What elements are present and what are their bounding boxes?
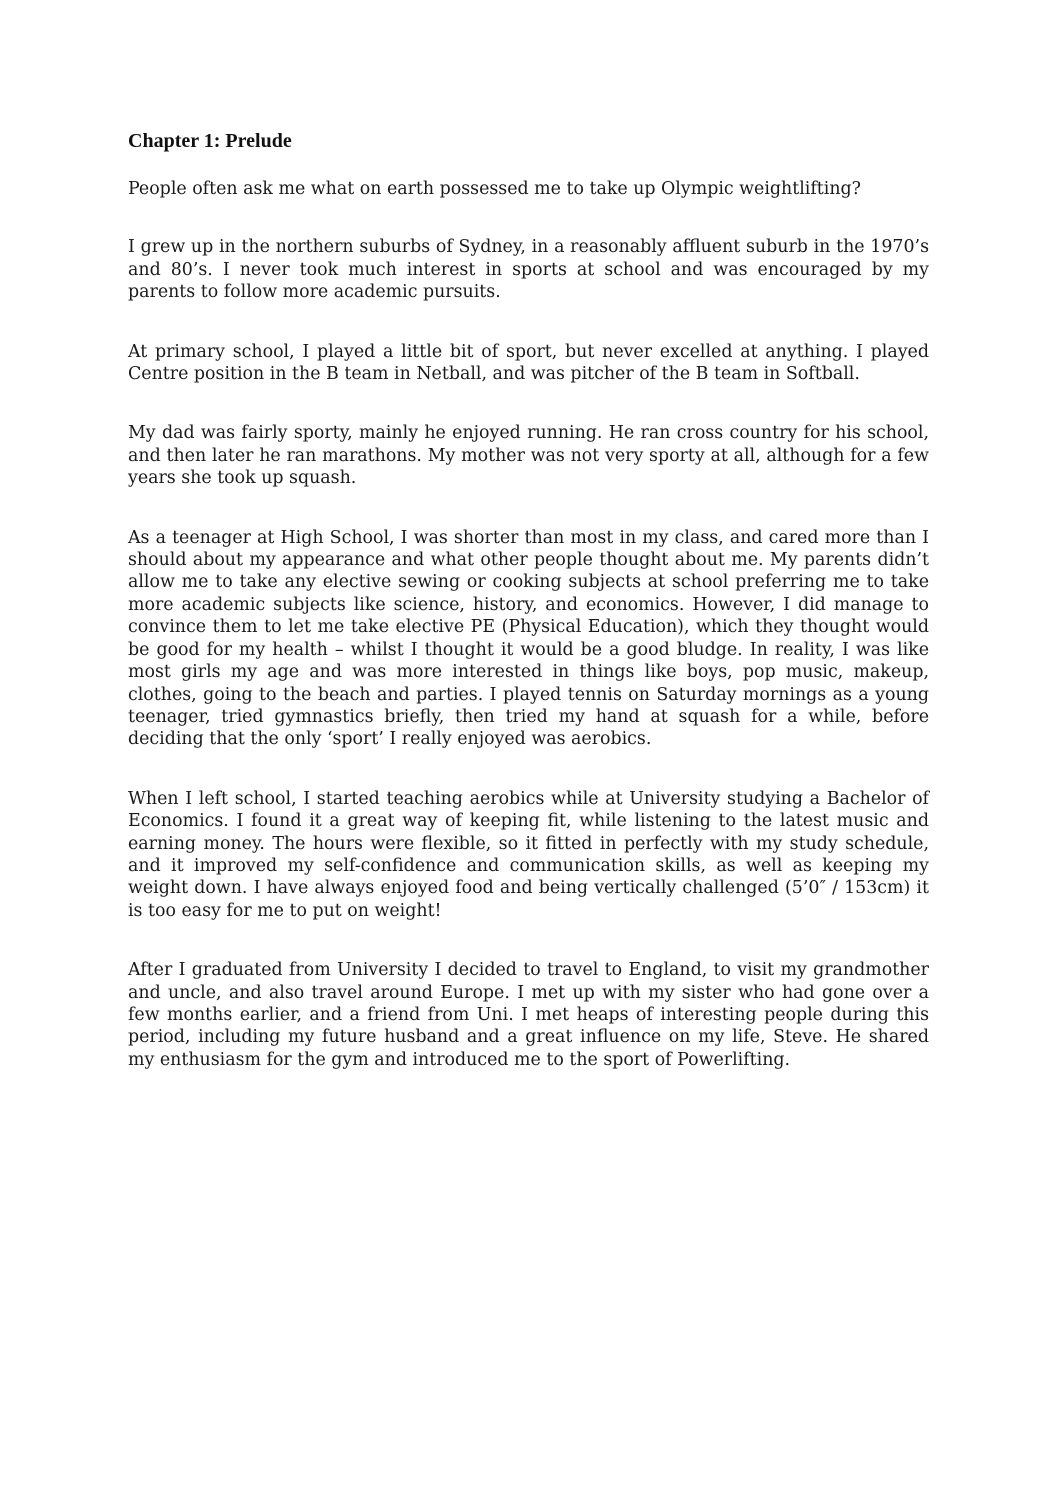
paragraph-intro: People often ask me what on earth possessed me to take up Olympic weightlifting? <box>128 179 861 199</box>
paragraph-university: When I left school, I started teaching aerobics while at University studying a Bachelor of Economics. I found it a great way of keeping fit, while listening to the latest music and earning money. The hours were flexible, so it fitted in perfectly with my study schedule, and it improved my self-confidence and communication skills, as well as keeping my weight down. I have always enjoyed food and being vertically challenged (5’0″ / 153cm) it is too easy for me to put on weight! <box>128 788 929 921</box>
document-body <box>128 128 929 1071</box>
paragraph-parents: My dad was fairly sporty, mainly he enjoyed running. He ran cross country for his school, and then later he ran marathons. My mother was not very sporty at all, although for a few years she took up squash. <box>128 423 929 489</box>
paragraph-primary-school: At primary school, I played a little bit of sport, but never excelled at anything. I played Centre position in the B team in Netball, and was pitcher of the B team in Softball. <box>128 341 929 385</box>
paragraph-travel: After I graduated from University I decided to travel to England, to visit my grandmother and uncle, and also travel around Europe. I met up with my sister who had gone over a few months earlier, and a friend from Uni. I met heaps of interesting people during this period, including my future husband and a great influence on my life, Steve. He shared my enthusiasm for the gym and introduced me to the sport of Powerlifting. <box>128 960 929 1070</box>
paragraph-high-school: As a teenager at High School, I was shorter than most in my class, and cared more than I should about my appearance and what other people thought about me. My parents didn’t allow me to take any elective sewing or cooking subjects at school preferring me to take more academic subjects like science, history, and economics. However, I did manage to convince them to let me take elective PE (Physical Education), which they thought would be good for my health – whilst I thought it would be a good bludge. In reality, I was like most girls my age and was more interested in things like boys, pop music, makeup, clothes, going to the beach and parties. I played tennis on Saturday mornings as a young teenager, tried gymnastics briefly, then tried my hand at squash for a while, before deciding that the only ‘sport’ I really enjoyed was aerobics. <box>128 527 929 750</box>
paragraph-childhood: I grew up in the northern suburbs of Sydney, in a reasonably affluent suburb in the 1970’s and 80’s. I never took much interest in sports at school and was encouraged by my parents to follow more academic pursuits. <box>128 237 929 303</box>
chapter-title: Chapter 1: Prelude <box>128 130 292 152</box>
